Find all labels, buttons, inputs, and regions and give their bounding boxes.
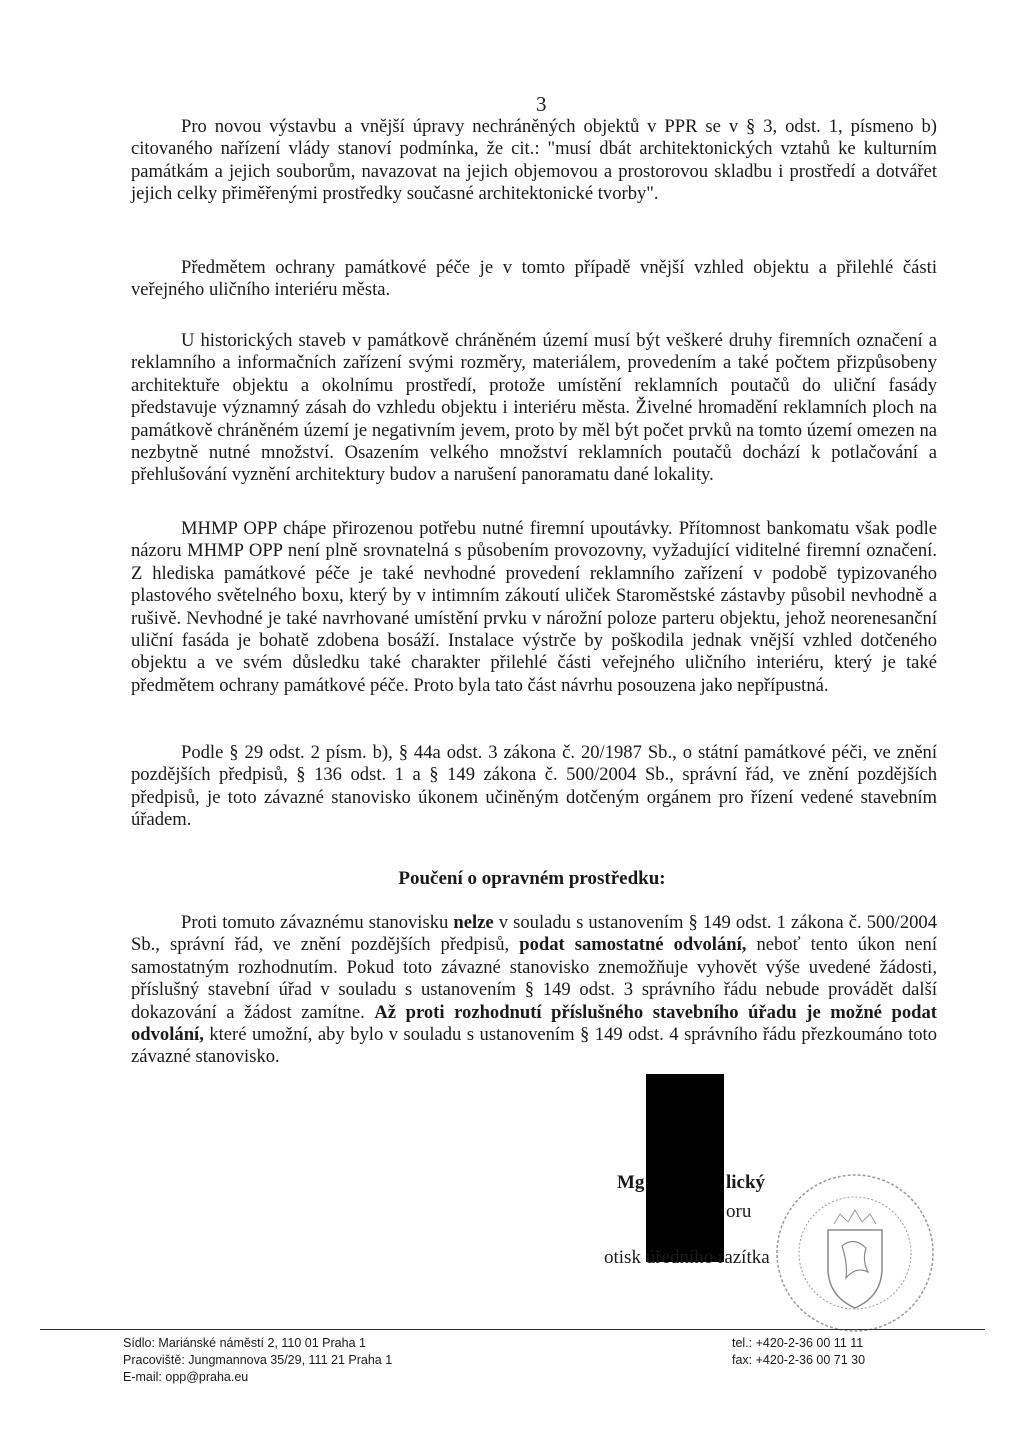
appeal-text-1: Proti tomuto závaznému stanovisku	[181, 912, 454, 933]
footer-fax: fax: +420-2-36 00 71 30	[732, 1353, 866, 1367]
signature-name-left: Mg	[617, 1172, 645, 1193]
footer-contact-phone	[732, 1335, 865, 1369]
appeal-bold-1: nelze	[453, 912, 494, 933]
redaction-block	[646, 1074, 724, 1262]
footer-address: Sídlo: Mariánské náměstí 2, 110 01 Praha 1	[123, 1336, 366, 1350]
footer-divider	[40, 1329, 985, 1330]
paragraph-legal-basis: Podle § 29 odst. 2 písm. b), § 44a odst. 3 zákona č. 20/1987 Sb., o státní památkové péči, ve znění pozdějších předpisů, § 136 odst. 1 a § 149 zákona č. 500/2004 Sb., správní řád, ve znění pozdějších předpisů, je toto závazné stanovisko úkonem učiněným dotčeným orgánem pro řízení vedené stavebním úřadem.	[131, 742, 937, 831]
paragraph-historic-buildings: U historických staveb v památkově chráněném území musí být veškeré druhy firemních označení a reklamního a informačních zařízení svými rozměry, materiálem, provedením a také počtem přizpůsobeny architektuře objektu a okolnímu prostředí, protože umístění reklamních poutačů do uliční fasády představuje významný zásah do vzhledu objektu i interiéru města. Živelné hromadění reklamních ploch na památkově chráněném území je negativním jevem, proto by měl být počet prvků na tomto území omezen na nezbytně nutné množství. Osazením velkého množství reklamních poutačů dochází k potlačování a přehlušování vyznění architektury budov a narušení panoramatu dané lokality.	[131, 330, 937, 486]
appeal-heading: Poučení o opravném prostředku:	[398, 868, 666, 889]
page-number: 3	[536, 92, 547, 116]
official-stamp-icon	[770, 1168, 940, 1338]
signature-name-right: lický	[726, 1172, 766, 1193]
paragraph-protection-subject: Předmětem ochrany památkové péče je v tomto případě vnější vzhled objektu a přilehlé části veřejného uličního interiéru města.	[131, 257, 937, 301]
appeal-bold-2: podat samostatné odvolání,	[519, 934, 747, 956]
appeal-text-3: neboť tento úkon není samostatným rozhodnutím. Pokud toto závazné stanovisko znemožňuje vyhovět výše uvedené žádosti, příslušný stavební úřad v souladu s ustanovením § 149 odst. 3 správního řádu nebude provádět další dokazování a žádost zamítne.	[131, 934, 937, 1023]
footer-contact-address	[123, 1335, 392, 1386]
appeal-text-2: v souladu s ustanovením § 149 odst. 1 zákona č. 500/2004 Sb., správní řád, ve znění pozdějších předpisů,	[131, 912, 938, 956]
appeal-bold-3: Až proti rozhodnutí příslušného stavebního úřadu je možné podat odvolání,	[131, 1001, 937, 1046]
appeal-text-4: které umožní, aby bylo v souladu s ustanovením § 149 odst. 4 správního řádu přezkoumáno toto závazné stanovisko.	[131, 1024, 937, 1068]
footer-tel: tel.: +420-2-36 00 11 11	[732, 1336, 864, 1350]
paragraph-appeal-instructions	[131, 912, 937, 1069]
paragraph-mhmp-opinion: MHMP OPP chápe přirozenou potřebu nutné firemní upoutávky. Přítomnost bankomatu však podle názoru MHMP OPP není plně srovnatelná s působením provozovny, vyžadující viditelné firemní označení. Z hlediska památkové péče je také nevhodné provedení reklamního zařízení v podobě typizovaného plastového světelného boxu, který by v intimním zákoutí uliček Staroměstské zástavby působil nevhodně a rušivě. Nevhodné je také navrhované umístění prvku v nárožní poloze parteru objektu, jehož neorenesanční uliční fasáda je bohatě zdobena bosáží. Instalace výstrče by poškodila jednak vnější vzhled dotčeného objektu a ve svém důsledku také charakter přilehlé části veřejného uličního interiéru, který je také předmětem ochrany památkové péče. Proto byla tato část návrhu posouzena jako nepřípustná.	[131, 518, 937, 696]
stamp-note: otisk úředního razítka	[604, 1247, 770, 1268]
footer-email: E-mail: opp@praha.eu	[123, 1370, 249, 1384]
paragraph-ppr-conditions: Pro novou výstavbu a vnější úpravy nechráněných objektů v PPR se v § 3, odst. 1, písmeno b) citovaného nařízení vlády stanoví podmínka, že cit.: "musí dbát architektonických vztahů ke kulturním památkám a jejich souborům, navazovat na jejich objemovou a prostorovou skladbu i prostředí a dotvářet jejich celky přiměřenými prostředky současné architektonické tvorby".	[131, 116, 937, 205]
footer-workplace: Pracoviště: Jungmannova 35/29, 111 21 Praha 1	[123, 1353, 393, 1367]
signature-role: oru	[726, 1201, 752, 1222]
